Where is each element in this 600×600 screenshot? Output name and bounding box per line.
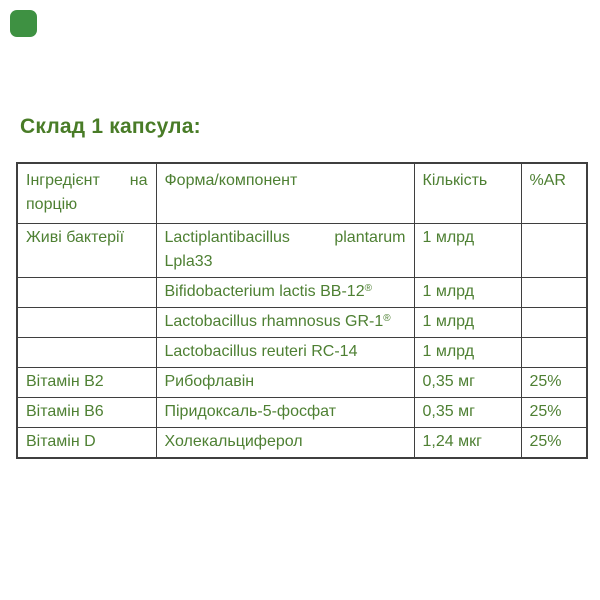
ingredient-cell [17,338,156,368]
header-form-component: Форма/компонент [156,163,414,224]
composition-table-body [17,224,587,459]
percent-ar-cell: 25% [521,368,587,398]
percent-ar-cell [521,308,587,338]
percent-ar-cell [521,338,587,368]
composition-table-header [17,163,587,224]
form-component-cell: Bifidobacterium lactis BB-12® [156,278,414,308]
table-row [17,224,587,278]
header-ingredient-per-serving: Інгредієнт на порцію [17,163,156,224]
form-component-cell: Холекальциферол [156,428,414,459]
ingredient-cell: Вітамін В6 [17,398,156,428]
quantity-cell: 1 млрд [414,338,521,368]
quantity-cell: 1 млрд [414,278,521,308]
form-component-cell: Lactobacillus rhamnosus GR-1® [156,308,414,338]
header-percent-ar: %AR [521,163,587,224]
percent-ar-cell [521,278,587,308]
quantity-cell: 0,35 мг [414,368,521,398]
form-component-cell: Lactobacillus reuteri RC-14 [156,338,414,368]
header-quantity: Кількість [414,163,521,224]
form-component-cell: Піридоксаль-5-фосфат [156,398,414,428]
percent-ar-cell: 25% [521,398,587,428]
table-row [17,338,587,368]
page-title: Склад 1 капсула: [20,115,201,138]
table-row [17,398,587,428]
percent-ar-cell: 25% [521,428,587,459]
registered-trademark-symbol: ® [364,283,372,294]
quantity-cell: 1 млрд [414,308,521,338]
table-row [17,368,587,398]
form-component-cell: Рибофлавін [156,368,414,398]
ingredient-cell: Вітамін D [17,428,156,459]
header-row [17,163,587,224]
ingredient-cell: Вітамін В2 [17,368,156,398]
quantity-cell: 0,35 мг [414,398,521,428]
registered-trademark-symbol: ® [383,313,391,324]
quantity-cell: 1,24 мкг [414,428,521,459]
table-row [17,428,587,459]
composition-table [16,162,588,459]
percent-ar-cell [521,224,587,278]
table-row [17,278,587,308]
ingredient-cell [17,278,156,308]
table-row [17,308,587,338]
quantity-cell: 1 млрд [414,224,521,278]
ingredient-cell: Живі бактерії [17,224,156,278]
form-component-cell: Lactiplantibacillus plantarum Lpla33 [156,224,414,278]
brand-square-icon [10,10,37,37]
ingredient-cell [17,308,156,338]
